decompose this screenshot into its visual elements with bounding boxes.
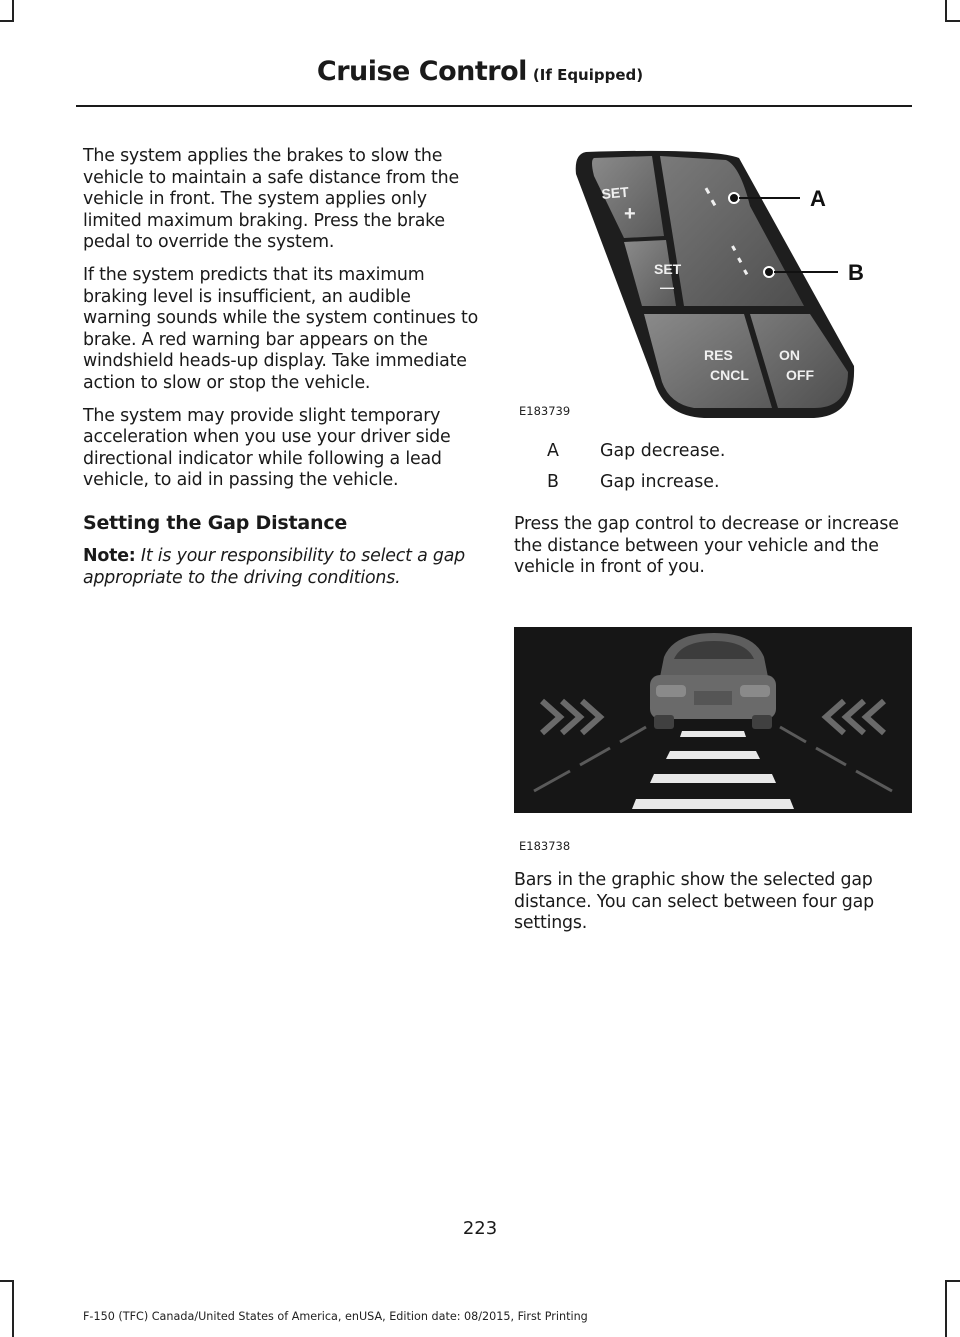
left-column — [83, 146, 478, 600]
cruise-buttons-illustration — [514, 146, 912, 426]
figure-code: E183738 — [519, 839, 571, 853]
crop-mark — [945, 20, 960, 22]
section-heading: Setting the Gap Distance — [83, 511, 348, 534]
crop-mark — [945, 0, 947, 20]
figure-code: E183739 — [519, 404, 571, 418]
gap-distance-illustration — [514, 627, 912, 813]
paragraph: If the system predicts that its maximum braking level is insufficient, an audible warning sounds while the system continues to brake. A red warning bar appears on the windshield heads-up display. Take immediate action to slow or stop the vehicle. — [83, 264, 479, 393]
page-number: 223 — [462, 1218, 498, 1239]
paragraph: The system applies the brakes to slow the vehicle to maintain a safe distance from the vehicle in front. The system applies only limited maximum braking. Press the brake pedal to override the system. — [83, 146, 459, 253]
page-title: Cruise Control — [316, 56, 527, 87]
crop-mark — [12, 1280, 14, 1337]
page-header — [0, 56, 960, 87]
note — [83, 546, 478, 589]
note-label: Note: — [83, 545, 136, 566]
paragraph: Press the gap control to decrease or increase the distance between your vehicle and the vehicle in front of you. — [514, 514, 899, 578]
plus-label: + — [624, 203, 636, 225]
paragraph: The system may provide slight temporary acceleration when you use your driver side directional indicator while following a lead vehicle, to aid in passing the vehicle. — [83, 405, 451, 491]
callout-list — [547, 440, 907, 502]
minus-label: — — [660, 279, 674, 295]
callout-key: B — [547, 472, 559, 492]
note-text: It is your responsibility to select a gap appropriate to the driving conditions. — [83, 545, 466, 588]
crop-mark — [0, 20, 14, 22]
on-label: ON — [779, 347, 800, 363]
callout-row-b — [547, 471, 907, 493]
callout-text: Gap decrease. — [600, 441, 726, 461]
gap-distance-display-figure — [514, 627, 912, 813]
gap-control-button — [660, 156, 804, 306]
off-label: OFF — [786, 367, 814, 383]
res-label: RES — [704, 347, 733, 363]
cncl-label: CNCL — [710, 367, 749, 383]
crop-mark — [0, 1280, 14, 1282]
callout-row-a — [547, 440, 907, 462]
callout-text: Gap increase. — [600, 472, 720, 492]
crop-mark — [12, 0, 14, 20]
paragraph: Bars in the graphic show the selected gap distance. You can select between four gap settings. — [514, 870, 874, 934]
callout-key: A — [547, 441, 559, 461]
callout-a-label: A — [810, 186, 826, 211]
crop-mark — [945, 1280, 947, 1337]
callout-b-label: B — [848, 260, 864, 285]
set-plus-label: SET — [600, 183, 630, 202]
header-rule — [76, 105, 912, 107]
cruise-control-buttons-figure — [514, 146, 912, 426]
page-subtitle: (If Equipped) — [532, 66, 644, 84]
set-minus-label: SET — [654, 261, 682, 277]
crop-mark — [945, 1280, 960, 1282]
footer: F-150 (TFC) Canada/United States of America, enUSA, Edition date: 08/2015, First Printing — [83, 1310, 588, 1323]
